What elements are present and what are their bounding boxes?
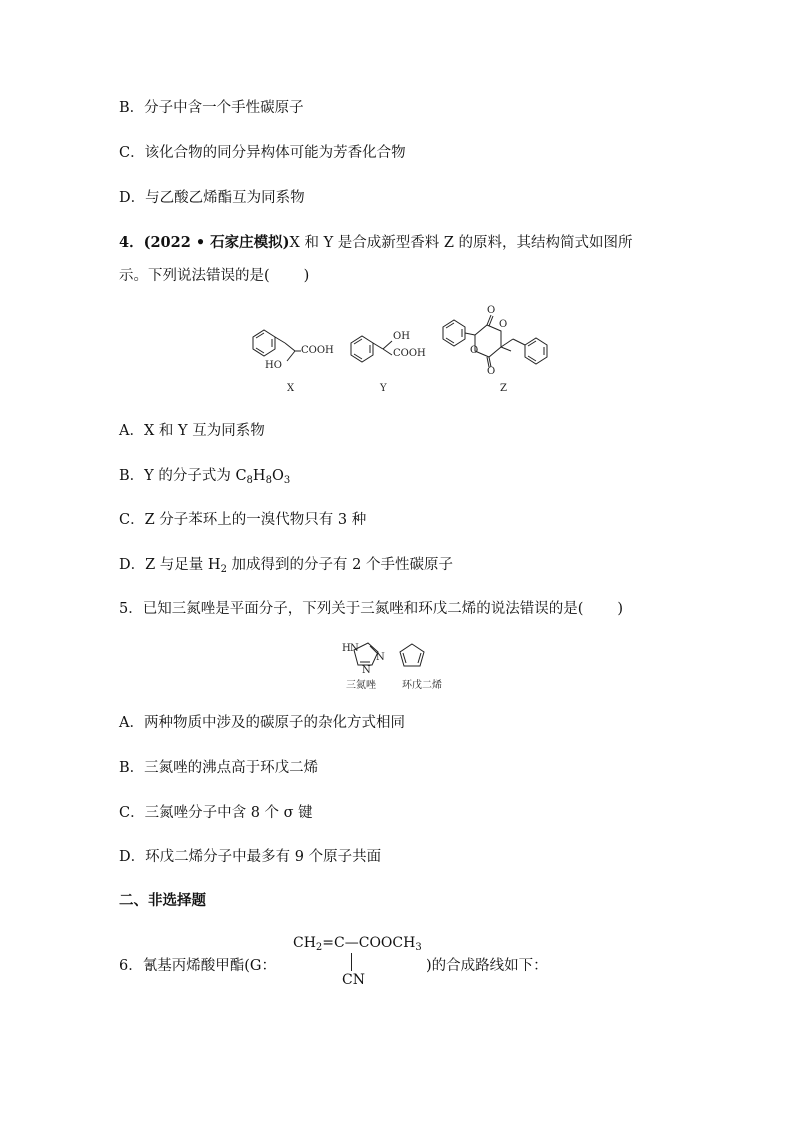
q4-stem-paren: ) bbox=[303, 268, 310, 284]
q4-option-d: D．Z 与足量 $H_2$ 加成得到的分子有 2 个手性碳原子 bbox=[119, 557, 454, 575]
x-cooh-label: COOH bbox=[301, 345, 334, 356]
q5-option-b: B．三氮唑的沸点高于环戊二烯 bbox=[119, 760, 319, 776]
label-z: Z bbox=[500, 383, 507, 394]
q4-stem-question: 示。下列说法错误的是( bbox=[119, 268, 270, 284]
q6-formula-bond bbox=[351, 953, 352, 971]
q6-formula-top: $CH_2=C—COOCH_3$ bbox=[293, 935, 422, 953]
triazole-n3-label: N bbox=[362, 665, 371, 676]
z-carbonyl-o-top: O bbox=[487, 305, 496, 316]
y-cooh-label: COOH bbox=[393, 348, 426, 359]
triazole-name: 三氮唑 bbox=[346, 680, 376, 691]
q5-option-c: C．三氮唑分子中含 8 个 σ 键 bbox=[119, 805, 313, 821]
q4-option-c: C．Z 分子苯环上的一溴代物只有 3 种 bbox=[119, 512, 367, 528]
q3-option-d: D．与乙酸乙烯酯互为同系物 bbox=[119, 190, 305, 206]
z-ring-o-left: O bbox=[470, 345, 479, 356]
q6-stem: 6．氰基丙烯酸甲酯(G： )的合成路线如下： bbox=[119, 958, 548, 974]
label-x: X bbox=[287, 383, 295, 394]
z-carbonyl-o-bottom: O bbox=[487, 366, 496, 377]
q4-option-a: A．X 和 Y 互为同系物 bbox=[119, 423, 265, 439]
q4-stem-line2 bbox=[119, 264, 309, 285]
q5-structures-figure bbox=[340, 638, 460, 690]
y-oh-label: OH bbox=[393, 331, 410, 342]
cyclopentadiene-name: 环戊二烯 bbox=[402, 680, 442, 691]
x-ho-label: HO bbox=[265, 360, 282, 371]
q6-formula-cn: CN bbox=[342, 972, 365, 988]
triazole-h-label: H bbox=[342, 643, 351, 654]
q5-option-a: A．两种物质中涉及的碳原子的杂化方式相同 bbox=[119, 715, 405, 731]
q3-option-b: B．分子中含一个手性碳原子 bbox=[119, 100, 304, 116]
q4-stem-text: X 和 Y 是合成新型香料 Z 的原料，其结构简式如图所 bbox=[289, 235, 633, 251]
q5-stem: 5．已知三氮唑是平面分子，下列关于三氮唑和环戊二烯的说法错误的是( ) bbox=[119, 601, 624, 617]
q5-option-d: D．环戊二烯分子中最多有 9 个原子共面 bbox=[119, 849, 382, 865]
q4-stem-line1 bbox=[119, 231, 633, 252]
q3-option-c: C．该化合物的同分异构体可能为芳香化合物 bbox=[119, 145, 406, 161]
triazole-n1-label: N bbox=[350, 643, 359, 654]
z-ring-o-right: O bbox=[499, 319, 508, 330]
q4-source: 4．(2022 • 石家庄模拟) bbox=[119, 234, 290, 251]
triazole-n2-label: N bbox=[376, 652, 385, 663]
q4-structures-figure bbox=[235, 305, 575, 400]
section-heading: 二、非选择题 bbox=[119, 892, 206, 909]
q4-option-b: B．Y 的分子式为 $C_8H_8O_3$ bbox=[119, 468, 291, 486]
label-y: Y bbox=[380, 383, 387, 394]
